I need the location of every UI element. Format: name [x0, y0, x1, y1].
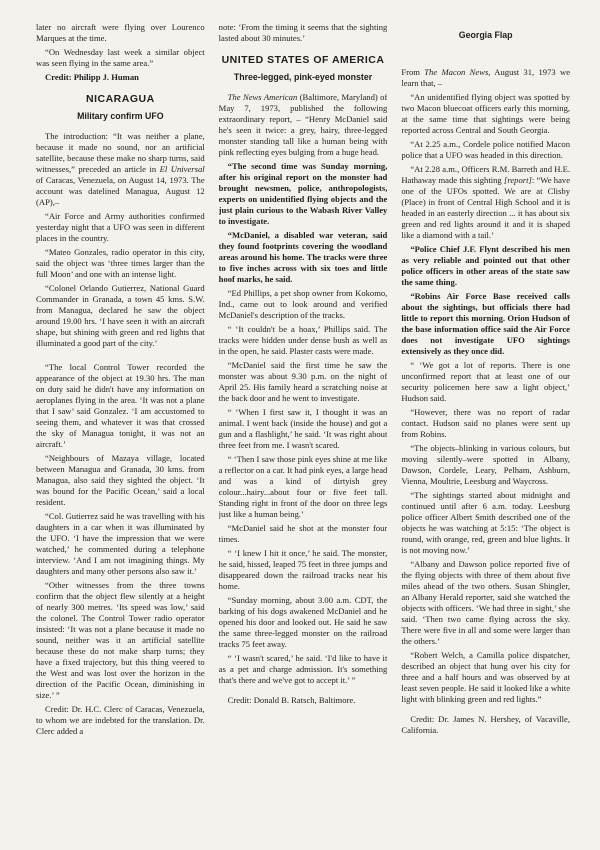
paragraph: “Col. Gutierrez said he was travelling with his daughters in a car when it was illuminated by the UFO. ‘I have the impression that we were watched,’ he commented during a telephone interview. ‘And I am not imagining things. My daughters and many other persons also saw it.’	[36, 510, 205, 576]
section-heading-usa: UNITED STATES OF AMERICA	[221, 54, 385, 66]
article-subheading: Military confirm UFO	[77, 111, 164, 122]
paragraph: “ ‘I knew I hit it once,’ he said. The monster, he said, hissed, leaped 75 feet in three jumps and disappeared down the railroad tracks near his home.	[218, 547, 388, 591]
paragraph: “The sightings started about midnight and continued until after 6 a.m. today. Leesburg police officer Albert Smith described one of the objects he was watching at 5:15: ‘The object is round, with orange, red, green and blue lights. It is not moving now.’	[401, 490, 571, 556]
paragraph: “An unidentified flying object was spotted by two Macon bluecoat officers early this morning, at the same time that sightings were being reported across Central and South Georgia.	[401, 92, 571, 136]
paragraph: “Robert Welch, a Camilla police dispatcher, described an object that hung over his city for three and a half hours and was observed by at least seven people. He said it looked like a white light with blinking green and red lights.”	[401, 650, 571, 705]
paragraph: “Albany and Dawson police reported five of the flying objects with three of them about five miles ahead of the two others. Susan Shingler, an Albany Herald reporter, said she watched the objects with officers. ‘We had three in sight,’ she said. ‘Then two came flying across the sky. There were five in all and some were larger than the others.’	[401, 559, 571, 647]
highlighted-block	[401, 244, 570, 357]
paragraph: “Ed Phillips, a pet shop owner from Kokomo, Ind., came out to look around and verified McDaniel's description of the tracks.	[218, 287, 388, 320]
article-columns	[36, 22, 570, 830]
paragraph: “On Wednesday last week a similar object was seen flying in the same area.”	[36, 47, 205, 68]
paragraph: “Air Force and Army authorities confirmed yesterday night that a UFO was seen in different places in the country.	[36, 210, 205, 243]
article-subheading: Three-legged, pink-eyed monster	[233, 72, 373, 83]
paragraph: “The objects–blinking in various colours, but moving silently–were spotted in Albany, Dawson, Cordele, Leary, Pelham, Ashburn, Vienna, Moultrie, Leesburg and Waycross.	[401, 443, 571, 487]
paragraph: “At 2.25 a.m., Cordele police notified Macon police that a UFO was headed in this direction.	[401, 139, 571, 161]
article-subheading: Georgia Flap	[458, 30, 513, 40]
credit-line: Credit: Philipp J. Human	[45, 72, 139, 82]
paragraph: “Neighbours of Mazaya village, located between Managua and Granada, 30 kms. from Managua, also said they sighted the object. ‘It was bound for the Pacific Ocean,’ said a local resident.	[36, 452, 205, 507]
paragraph: “Other witnesses from the three towns confirm that the object flew silently at a height of nearly 300 metres. ‘Its speed was low,’ said the colonel. The Control Tower radio operator insisted: ‘It was not a plane because it made no sound, neither was it an artificial satellite because these do not make sharp turns; they have a fixed trajectory, but this thing veered to the West and was lost over the horizon in the direction of the Pacific Ocean, diminishing in size.’ ”	[36, 579, 205, 700]
column-left	[36, 22, 205, 830]
continued-paragraph: later no aircraft were flying over Lourenco Marques at the time.	[36, 22, 205, 43]
paragraph: “The local Control Tower recorded the appearance of the object at 19.30 hrs. The man on duty said he didn't have any information on aeroplanes flying in the area. ‘It was not a plane that I saw’ said Gonzalez. ‘I am accustomed to seeing them, and whatever it was that crossed the sky of Managua tonight, it was not an aircraft.’	[36, 361, 205, 449]
paragraph: “ ‘We got a lot of reports. There is one unconfirmed report that at least one of our security policemen here saw a light object,’ Hudson said.	[401, 360, 571, 404]
paragraph: “ ‘I wasn't scared,’ he said. ‘I'd like to have it as a pet and charge admission. It's something that's there and we've got to accept it.’ ”	[218, 652, 388, 685]
paragraph: “Colonel Orlando Gutierrez, National Guard Commander in Granada, a town 45 kms. S.W. from Managua, declared he saw the object around 19.00 hrs. ‘I have seen it with an aircraft shape, but shining with green and red lights that illuminated a good part of the city.’	[36, 282, 205, 348]
paragraph: “The second time was Sunday morning, after his original report on the monster had brought newsmen, police, anthropologists, experts on unidentified flying objects and the just plain curious to the Wabash River Valley to investigate.	[218, 160, 388, 226]
column-right	[401, 22, 570, 830]
credit-line: Credit: Dr. H.C. Clerc of Caracas, Venezuela, to whom we are indebted for the translation. Dr. Clerc added a	[36, 703, 205, 736]
continued-paragraph: note: ‘From the timing it seems that the sighting lasted about 30 minutes.’	[218, 22, 388, 43]
paragraph: “Sunday morning, about 3.00 a.m. CDT, the barking of his dogs awakened McDaniel and he opened his door and looked out. He said he saw the same three-legged monster on the railroad tracks 75 feet away.	[218, 594, 388, 649]
paragraph: “ ‘It couldn't be a hoax,’ Phillips said. The tracks were hidden under dense bush as well as in the open, he said. Plaster casts were made.	[218, 323, 388, 356]
credit-line: Credit: Dr. James N. Hershey, of Vacaville, California.	[401, 714, 571, 736]
credit-line: Credit: Donald B. Ratsch, Baltimore.	[227, 694, 356, 705]
paragraph: “Robins Air Force Base received calls about the sightings, but officials there had little to report this morning. Orion Hudson of the base information office said the Air Force does not investigate UFO sightings extensively as they once did.	[401, 291, 571, 357]
section-heading-nicaragua: NICARAGUA	[86, 93, 155, 105]
paragraph: “ ‘When I first saw it, I thought it was an animal. I went back (inside the house) and got a gun and a flashlight,’ he said. ‘It was right about three feet from me. I wasn't scared.	[218, 406, 388, 450]
paragraph: “ ‘Then I saw those pink eyes shine at me like a reflector on a car. It had pink eyes, a large head and was a kind of dirtyish grey colour...hairy...about four or five feet tall. Standing right in front of the door on three legs just like a human being.’	[218, 453, 388, 519]
paragraph: The introduction: “It was neither a plane, because it made no sound, nor an artificial satellite, because these make no sharp turns, said witnesses,” preceded an article in El Universal of Caracas, Venezuela, on August 14, 1973. The account was datelined Managua, August 12 (AP),–	[36, 130, 205, 207]
paragraph: From The Macon News, August 31, 1973 we learn that, –	[401, 67, 571, 89]
paragraph: “However, there was no report of radar contact. Hudson said no planes were sent up from Robins.	[401, 407, 571, 440]
paragraph: “At 2.28 a.m., Officers R.M. Barreth and H.E. Hathaway made this sighting [report]: “We have one of the UFOs spotted. We are at Clisby (Place) in front of Central High School and it is headed in an easterly direction ... it has about six green and red lights around it and it is shaped like a diamond with a tail.’	[401, 164, 571, 241]
paragraph: “Police Chief J.F. Flynt described his men as very reliable and pointed out that other police officers in other areas of the state saw the same thing.	[401, 244, 571, 288]
paragraph: “McDaniel said the first time he saw the monster was about 9.30 p.m. on the night of April 25. His family heard a scratching noise at the back door and he went to investigate.	[218, 359, 388, 403]
paragraph: “Mateo Gonzales, radio operator in this city, said the object was ‘three times larger than the full Moon’ and one with an intense light.	[36, 246, 205, 279]
paragraph: The News American (Baltimore, Maryland) of May 7, 1973, published the following extraordinary report, – “Henry McDaniel said he's seen it twice: a grey, hairy, three-legged monster standing tall like a human being with pink reflecting eyes bulging from a huge head.	[218, 91, 388, 157]
paragraph: “McDaniel said he shot at the monster four times.	[218, 522, 388, 544]
paragraph: “McDaniel, a disabled war veteran, said they found footprints covering the woodland areas around his home. The tracks were three to five inches across with six toes and little hoof marks, he said.	[218, 229, 388, 284]
column-middle	[219, 22, 388, 830]
highlighted-block	[219, 161, 388, 285]
